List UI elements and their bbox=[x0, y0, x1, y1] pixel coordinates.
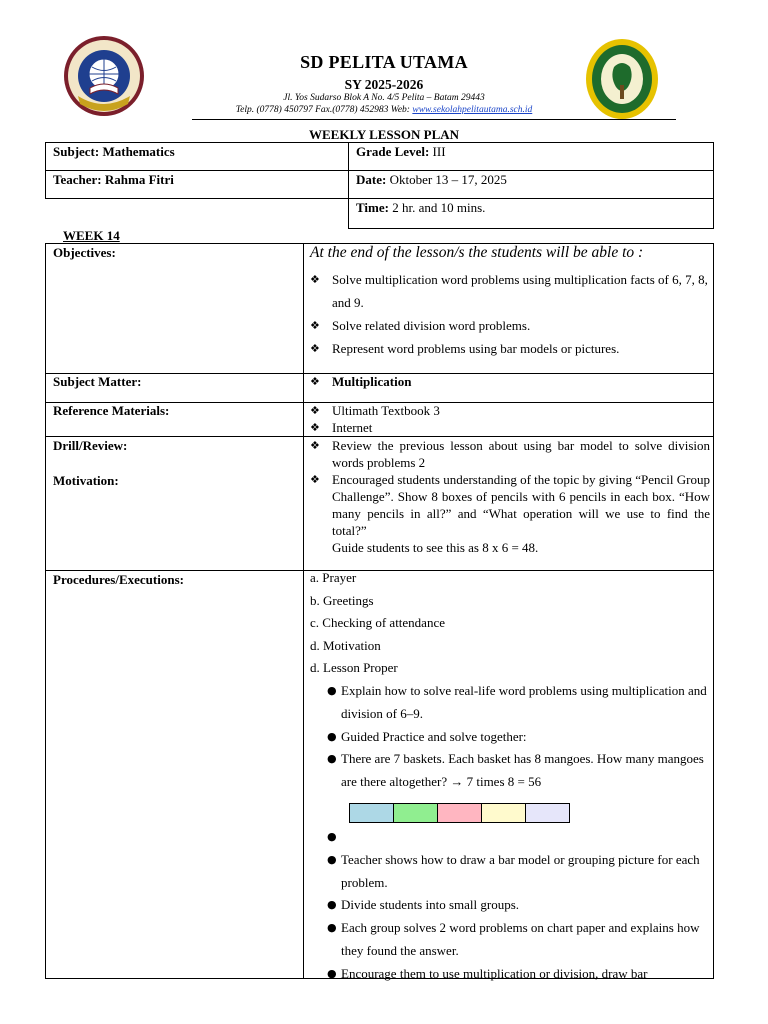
header-rule bbox=[192, 119, 676, 120]
info-table bbox=[45, 142, 714, 229]
lesson-bullet: ● Explain how to solve real-life word problems using multiplication and division of 6–9. bbox=[310, 680, 710, 726]
teacher-label: Teacher: Rahma Fitri bbox=[53, 172, 174, 187]
empty-bullet bbox=[310, 826, 710, 849]
week-label: WEEK 14 bbox=[63, 228, 120, 243]
time-label: Time: bbox=[356, 200, 389, 215]
diamond-bullet-icon: ❖ bbox=[310, 404, 320, 417]
plan-title: WEEKLY LESSON PLAN bbox=[308, 127, 460, 142]
procedure-step: b. Greetings bbox=[310, 592, 374, 608]
lesson-bullet: ● Guided Practice and solve together: bbox=[310, 726, 710, 749]
bullet-dot-icon: ● bbox=[327, 683, 337, 697]
bullet-dot-icon: ● bbox=[327, 829, 337, 843]
lesson-table bbox=[45, 243, 714, 979]
grade-label: Grade Level: bbox=[356, 144, 430, 159]
subject-matter-label: Subject Matter: bbox=[53, 374, 142, 389]
procedures-content bbox=[310, 567, 710, 986]
subject-label: Subject: Mathematics bbox=[53, 144, 175, 159]
date-value: Oktober 13 – 17, 2025 bbox=[389, 172, 507, 187]
reference-materials-list bbox=[310, 402, 710, 436]
bullet-dot-icon: ● bbox=[327, 852, 337, 866]
column-divider bbox=[303, 244, 304, 979]
school-contact bbox=[0, 105, 768, 115]
motivation-label: Motivation: bbox=[53, 473, 119, 488]
bullet-dot-icon: ● bbox=[327, 921, 337, 935]
reference-materials-label: Reference Materials: bbox=[53, 403, 170, 418]
procedures-label: Procedures/Executions: bbox=[53, 572, 184, 587]
teacher-cell-bottom-border bbox=[45, 198, 349, 199]
date-label: Date: bbox=[356, 172, 387, 187]
procedure-step: c. Checking of attendance bbox=[310, 615, 445, 631]
drill-motivation-content bbox=[310, 437, 710, 556]
lesson-bullet: ● There are 7 baskets. Each basket has 8 mangoes. How many mangoes are there altogether? → 7 times 8 = 56 bbox=[310, 748, 710, 794]
objectives-label: Objectives: bbox=[53, 245, 116, 260]
diamond-bullet-icon: ❖ bbox=[310, 273, 320, 286]
school-address: Jl. Yos Sudarso Blok A No. 4/5 Pelita – Batam 29443 bbox=[283, 93, 485, 103]
reference-item: ❖ Ultimath Textbook 3 bbox=[310, 403, 440, 418]
school-year: SY 2025-2026 bbox=[344, 77, 424, 92]
subject-cell bbox=[45, 142, 349, 171]
school-name: SD PELITA UTAMA bbox=[300, 52, 468, 72]
drill-review-label: Drill/Review: bbox=[53, 438, 128, 453]
subject-matter-value: ❖ Multiplication bbox=[310, 370, 710, 393]
procedure-step: a. Prayer bbox=[310, 570, 357, 585]
bar-model-segment bbox=[481, 803, 526, 823]
objective-item: ❖ Represent word problems using bar models or pictures. bbox=[310, 337, 710, 360]
objectives-intro: At the end of the lesson/s the students will be able to : bbox=[310, 244, 644, 261]
lesson-bullet: ● Divide students into small groups. bbox=[310, 894, 710, 917]
drill-review-text: ❖ Review the previous lesson about using bar model to solve division words problems 2 bbox=[310, 438, 710, 470]
grade-value: III bbox=[432, 144, 446, 159]
bullet-dot-icon: ● bbox=[327, 966, 337, 980]
bar-model-diagram bbox=[350, 803, 710, 823]
bullet-dot-icon: ● bbox=[327, 898, 337, 912]
diamond-bullet-icon: ❖ bbox=[310, 375, 320, 388]
bar-model-segment bbox=[437, 803, 482, 823]
website-link[interactable]: www.sekolahpelitautama.sch.id bbox=[412, 105, 533, 115]
objective-item: ❖ Solve related division word problems. bbox=[310, 314, 710, 337]
date-cell bbox=[348, 170, 714, 199]
motivation-text: ❖ Encouraged students understanding of the topic by giving “Pencil Group Challenge”. Show 8 boxes of pencils with 6 pencils in each box. “How many pencils in all?” and “What operation will we use to find the total?” Guide students to see this as 8 x 6 = 48. bbox=[310, 472, 711, 555]
diamond-bullet-icon: ❖ bbox=[310, 421, 320, 434]
lesson-bullet: ● Teacher shows how to draw a bar model or grouping picture for each problem. bbox=[310, 849, 710, 895]
diamond-bullet-icon: ❖ bbox=[310, 439, 320, 452]
procedure-step: d. Lesson Proper bbox=[310, 660, 398, 676]
diamond-bullet-icon: ❖ bbox=[310, 342, 320, 355]
grade-cell bbox=[348, 142, 714, 171]
time-cell bbox=[348, 198, 714, 229]
bar-model-segment bbox=[393, 803, 438, 823]
diamond-bullet-icon: ❖ bbox=[310, 473, 320, 486]
bar-model-segment bbox=[525, 803, 570, 823]
contact-numbers: Telp. (0778) 450797 Fax.(0778) 452983 Web: bbox=[235, 105, 413, 115]
time-value: 2 hr. and 10 mins. bbox=[392, 200, 486, 215]
lesson-bullet: ● Encourage them to use multiplication or division, draw bar bbox=[310, 963, 710, 986]
reference-item: ❖ Internet bbox=[310, 420, 373, 435]
lesson-bullet: ● Each group solves 2 word problems on chart paper and explains how they found the answer. bbox=[310, 917, 710, 963]
procedure-step: d. Motivation bbox=[310, 637, 381, 653]
objective-item: ❖ Solve multiplication word problems using multiplication facts of 6, 7, 8, and 9. bbox=[310, 268, 710, 314]
diamond-bullet-icon: ❖ bbox=[310, 319, 320, 332]
motivation-guide: Guide students to see this as 8 x 6 = 48. bbox=[332, 540, 539, 555]
bullet-dot-icon: ● bbox=[327, 752, 337, 766]
bullet-dot-icon: ● bbox=[327, 729, 337, 743]
objectives-list bbox=[310, 268, 710, 360]
teacher-cell bbox=[45, 170, 349, 199]
bar-model-segment bbox=[349, 803, 394, 823]
